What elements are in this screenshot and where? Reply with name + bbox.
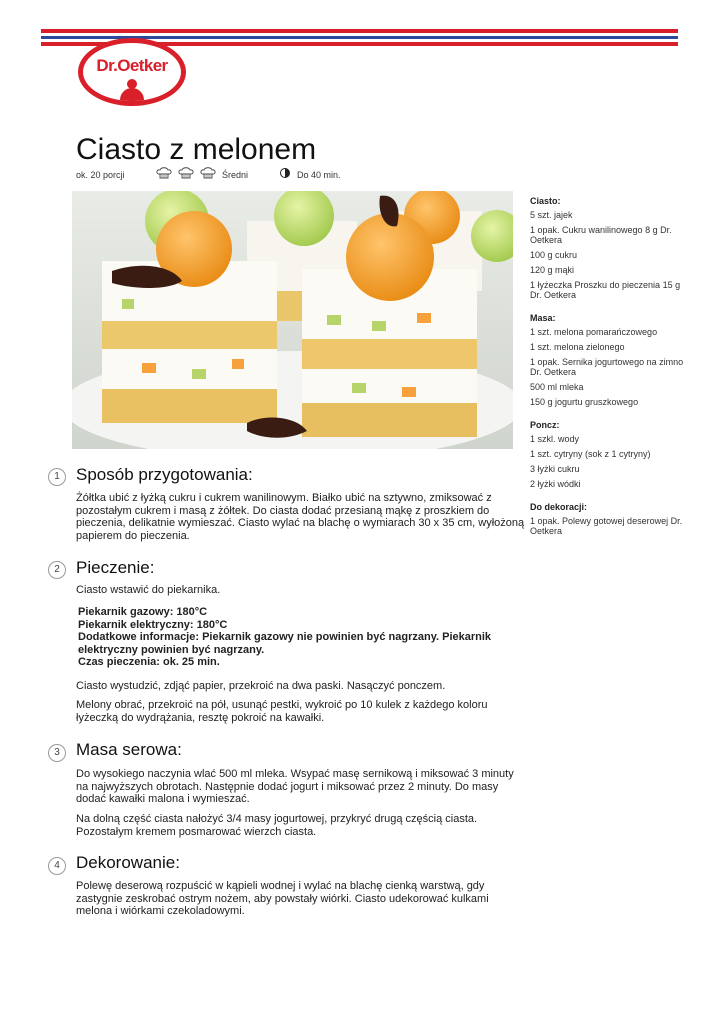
ingredient-item: 120 g mąki	[530, 265, 575, 275]
baking-detail-line: Dodatkowe informacje: Piekarnik gazowy nie powinien być nagrzany. Piekarnik elektryczny powinien być nagrzany.	[78, 631, 492, 656]
step-title: Pieczenie:	[76, 558, 155, 577]
dr-oetker-logo	[78, 38, 186, 106]
ingredient-item: 1 szkl. wody	[530, 434, 580, 444]
chef-hat-icon	[200, 167, 216, 179]
step-title: Sposób przygotowania:	[76, 465, 253, 484]
ingredient-group	[530, 196, 690, 300]
header-stripe-red-top	[41, 29, 678, 33]
step-paragraph: Polewę deserową rozpuścić w kąpieli wodnej i wylać na blachę cienką warstwą, gdy zastygnie zeskrobać ostrym nożem, aby powstały wiórki. Ciasto udekorować kulkami melona i wiórkami czekoladowymi.	[76, 880, 489, 917]
step-number-badge: 3	[48, 744, 66, 762]
ingredients-sidebar	[530, 196, 690, 541]
step-number-badge: 2	[48, 561, 66, 579]
ingredient-group	[530, 313, 690, 407]
baking-detail-line: Piekarnik elektryczny: 180°C	[78, 618, 228, 631]
ingredient-item: 1 łyżeczka Proszku do pieczenia 15 g Dr. Oetkera	[530, 280, 681, 300]
step-paragraph: Melony obrać, przekroić na pół, usunąć pestki, wykroić po 10 kulek z każdego koloru łyżeczką do wydrążania, resztę pokroić na kawałki.	[76, 699, 488, 724]
time-text: Do 40 min.	[297, 170, 341, 180]
step-title: Masa serowa:	[76, 740, 182, 759]
step-number-badge: 1	[48, 468, 66, 486]
baking-details	[78, 606, 518, 669]
ingredient-group	[530, 502, 690, 536]
chef-hat-icon	[156, 167, 172, 179]
baking-detail-line: Czas pieczenia: ok. 25 min.	[78, 656, 220, 668]
ingredient-group-heading: Ciasto:	[530, 196, 561, 206]
ingredient-item: 2 łyżki wódki	[530, 479, 581, 489]
clock-icon	[280, 168, 290, 178]
ingredient-item: 100 g cukru	[530, 250, 578, 260]
ingredient-item: 5 szt. jajek	[530, 210, 573, 220]
ingredient-item: 1 opak. Cukru wanilinowego 8 g Dr. Oetkera	[530, 225, 672, 245]
ingredient-item: 1 opak. Sernika jogurtowego na zimno Dr. Oetkera	[530, 357, 684, 377]
ingredient-group-heading: Poncz:	[530, 420, 560, 430]
baking-detail-line: Piekarnik gazowy: 180°C	[78, 606, 208, 618]
portions-text: ok. 20 porcji	[76, 170, 125, 180]
logo-figure-body	[120, 88, 144, 102]
ingredient-item: 500 ml mleka	[530, 382, 584, 392]
ingredient-item: 150 g jogurtu gruszkowego	[530, 397, 639, 407]
difficulty-text: Średni	[222, 170, 249, 180]
chef-hat-icon	[178, 167, 194, 179]
ingredient-item: 1 szt. melona zielonego	[530, 342, 625, 352]
ingredient-group-heading: Do dekoracji:	[530, 502, 588, 512]
ingredient-item: 1 szt. cytryny (sok z 1 cytryny)	[530, 449, 651, 459]
step-paragraph: Żółtka ubić z łyżką cukru i cukrem wanilinowym. Białko ubić na sztywno, zmiksować z pozostałym cukrem i masą z żółtek. Do ciasta dodać przesianą mąkę z proszkiem do pieczenia, delikatnie wymieszać. Ciasto wylać na blachę o wymiarach 30 x 35 cm, wyłożoną papierem do pieczenia.	[76, 492, 525, 542]
recipe-photo	[72, 191, 513, 449]
ingredient-item: 3 łyżki cukru	[530, 464, 580, 474]
step-intro: Ciasto wstawić do piekarnika.	[76, 584, 221, 596]
ingredient-group	[530, 420, 690, 489]
step-number-badge: 4	[48, 857, 66, 875]
step-paragraph: Ciasto wystudzić, zdjąć papier, przekroić na dwa paski. Nasączyć ponczem.	[76, 680, 446, 692]
recipe-title: Ciasto z melonem	[76, 133, 317, 166]
step-title: Dekorowanie:	[76, 853, 180, 872]
ingredient-group-heading: Masa:	[530, 313, 556, 323]
ingredient-item: 1 szt. melona pomarańczowego	[530, 327, 658, 337]
logo-text: Dr.Oetker	[96, 56, 168, 75]
step-paragraph: Na dolną część ciasta nałożyć 3/4 masy jogurtowej, przykryć drugą częścią ciasta. Pozostałym kremem posmarować wierzch ciasta.	[76, 813, 478, 838]
ingredient-item: 1 opak. Polewy gotowej deserowej Dr. Oetkera	[530, 516, 683, 536]
step-paragraph: Do wysokiego naczynia wlać 500 ml mleka. Wsypać masę sernikową i miksować 3 minuty na najwyższych obrotach. Następnie dodać jogurt i miksować przez 2 minuty. Do masy dodać kawałki malona i wymieszać.	[76, 768, 514, 805]
